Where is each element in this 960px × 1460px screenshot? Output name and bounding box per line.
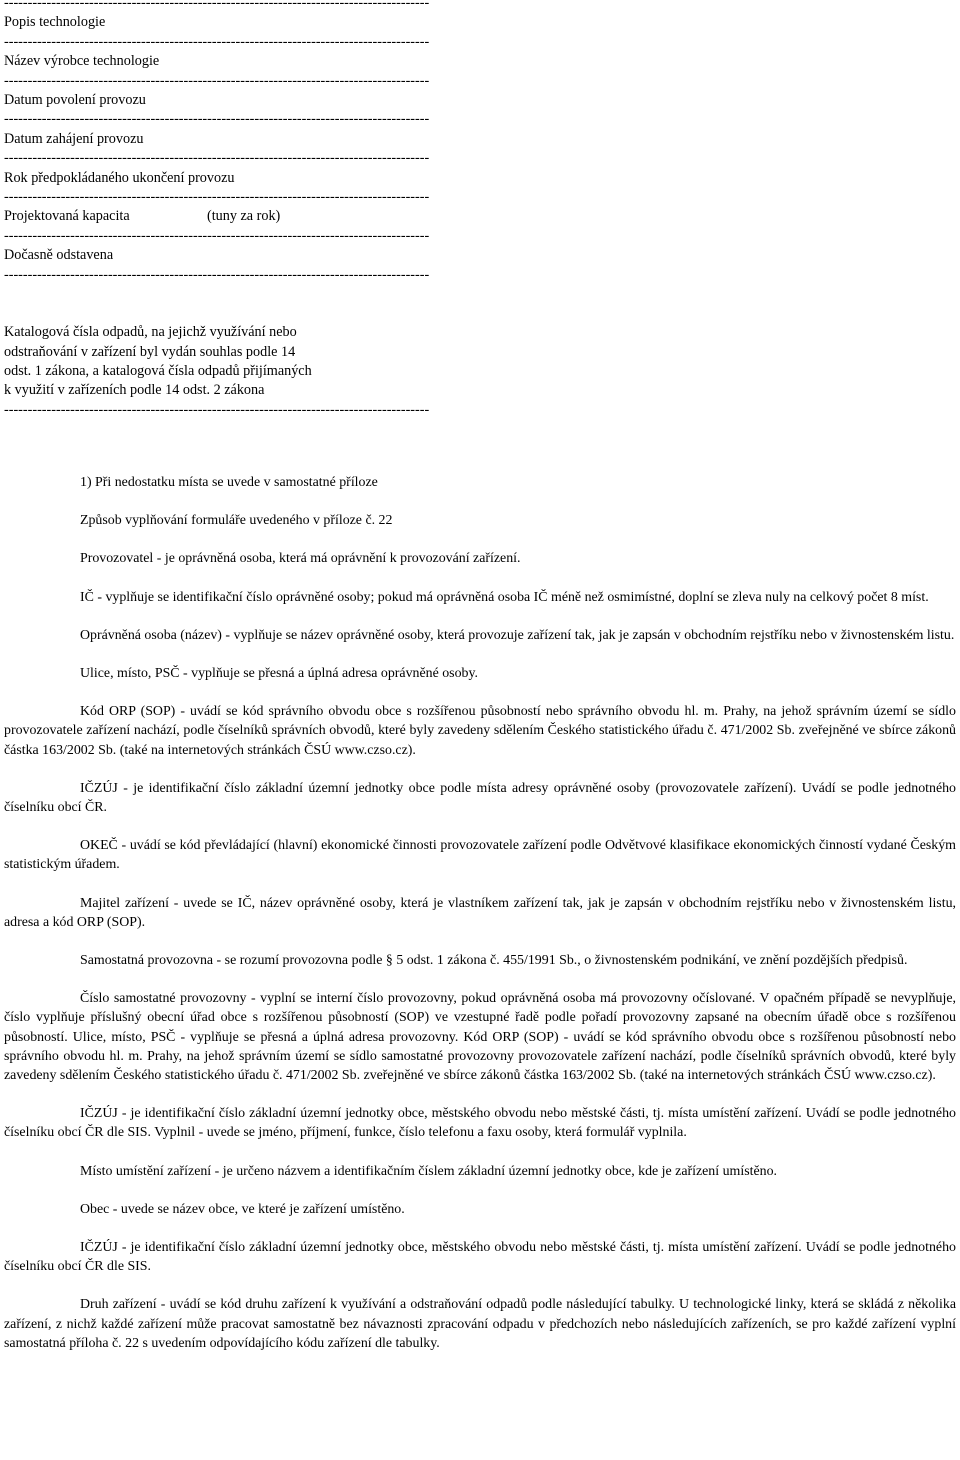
note-municipality: Obec - uvede se název obce, ve které je zařízení umístěno. <box>80 1201 405 1217</box>
field-label-manufacturer-name: Název výrobce technologie <box>4 53 160 70</box>
separator-line: ------------------------------------------------------------------------------------------ <box>4 111 430 128</box>
field-label-operation-start-date: Datum zahájení provozu <box>4 130 144 147</box>
note-fill-method: Způsob vyplňování formuláře uvedeného v příloze č. 22 <box>80 513 393 529</box>
catalog-line: k využití v zařízeních podle 14 odst. 2 zákona <box>4 382 265 399</box>
separator-line: ------------------------------------------------------------------------------------------ <box>4 227 430 244</box>
separator-line: ------------------------------------------------------------------------------------------ <box>4 72 430 89</box>
note-iczuj-location: IČZÚJ - je identifikační číslo základní územní jednotky obce, městského obvodu nebo městské části, tj. místa umístění zařízení. Uvádí se podle jednotného číselníku obcí ČR dle SIS. Vyplnil - uvede se jméno, příjmení, funkce, číslo telefonu a faxu osoby, která formulář vyplnila. <box>4 1106 956 1141</box>
separator-line: ------------------------------------------------------------------------------------------ <box>4 0 430 11</box>
note-iczuj: IČZÚJ - je identifikační číslo základní územní jednotky obce podle místa adresy oprávněné osoby (provozovatele zařízení). Uvádí se podle jednotného číselníku obcí ČR. <box>4 780 956 816</box>
separator-line: ------------------------------------------------------------------------------------------ <box>4 189 430 206</box>
note-facility-type: Druh zařízení - uvádí se kód druhu zařízení k využívání a odstraňování odpadů podle následující tabulky. U technologické linky, která se skládá z několika zařízení, z nichž každé zařízení může pracovat samostatně bez návaznosti zpracování odpadu v předchozích nebo následujících zařízeních, se pro každé zařízení vyplní samostatná příloha č. 22 s uvedením odpovídajícího kódu zařízení dle tabulky. <box>4 1297 956 1351</box>
separator-line: ------------------------------------------------------------------------------------------ <box>4 401 430 418</box>
note-separate-establishment: Samostatná provozovna - se rozumí provozovna podle § 5 odst. 1 zákona č. 455/1991 Sb., o živnostenském podnikání, ve znění pozdějších předpisů. <box>80 953 908 969</box>
note-footnote: 1) Při nedostatku místa se uvede v samostatné příloze <box>80 475 378 490</box>
technology-form <box>4 0 509 420</box>
field-projected-capacity <box>4 207 509 226</box>
field-label-temporarily-suspended: Dočasně odstavena <box>4 247 114 264</box>
catalog-line: odstraňování v zařízení byl vydán souhlas podle 14 <box>4 343 296 360</box>
field-label-expected-end-year: Rok předpokládaného ukončení provozu <box>4 169 235 186</box>
note-operator: Provozovatel - je oprávněná osoba, která má oprávnění k provozování zařízení. <box>80 551 521 567</box>
separator-line: ------------------------------------------------------------------------------------------ <box>4 150 430 167</box>
field-label-operation-permit-date: Datum povolení provozu <box>4 92 146 109</box>
note-iczuj-sis: IČZÚJ - je identifikační číslo základní územní jednotky obce, městského obvodu nebo městské části, tj. místa umístění zařízení. Uvádí se podle jednotného číselníku obcí ČR dle SIS. <box>4 1240 956 1275</box>
note-establishment-number: Číslo samostatné provozovny - vyplní se interní číslo provozovny, pokud oprávněná osoba má provozovny očíslované. V opačném případě se nevyplňuje, číslo vyplňuje příslušný obecní úřad obce s rozšířenou působností (SOP) ve vzestupné řadě podle pořadí provozovny zapsané na obecním úřadě obce s rozšířenou působností. Ulice, místo, PSČ - vyplňuje se přesná a úplná adresa provozovny. Kód ORP (SOP) - uvádí se kód správního obvodu obce s rozšířenou působností nebo správního obvodu hl. m. Prahy, na jehož správním území se sídlo samostatné provozovny provozovatele zařízení nachází, podle číselníků správních obvodů, které byly zavedeny sdělením Českého statistického úřadu č. 471/2002 Sb. zveřejněné ve sbírce zákonů částka 163/2002 Sb. (také na internetových stránkách ČSÚ www.czso.cz). <box>4 991 956 1084</box>
note-owner: Majitel zařízení - uvede se IČ, název oprávněné osoby, která je vlastníkem zařízení tak, jak je zapsán v obchodním rejstříku nebo v živnostenském listu, adresa a kód ORP (SOP). <box>4 895 956 930</box>
catalog-line: Katalogová čísla odpadů, na jejichž využívání nebo <box>4 324 297 341</box>
note-address: Ulice, místo, PSČ - vyplňuje se přesná a úplná adresa oprávněné osoby. <box>80 666 478 682</box>
field-label-projected-capacity: Projektovaná kapacita <box>4 208 130 225</box>
note-authorized-person: Oprávněná osoba (název) - vyplňuje se název oprávněné osoby, která provozuje zařízení tak, jak je zapsán v obchodním rejstříku nebo v živnostenském listu. <box>80 627 955 643</box>
spacer <box>4 285 509 323</box>
note-facility-location: Místo umístění zařízení - je určeno názvem a identifikačním číslem základní územní jednotky obce, kde je zařízení umístěno. <box>80 1163 777 1179</box>
field-waste-catalog-numbers <box>4 323 509 401</box>
note-orp-code: Kód ORP (SOP) - uvádí se kód správního obvodu obce s rozšířenou působností nebo správního obvodu hl. m. Prahy, na jehož správním území se sídlo provozovatele zařízení nachází, podle číselníků správních obvodů, které byly zavedeny sdělením Českého statistického úřadu č. 471/2002 Sb. zveřejněné ve sbírce zákonů částka 163/2002 Sb. (také na internetových stránkách ČSÚ www.czso.cz). <box>4 704 956 758</box>
instructions-section <box>4 473 956 1372</box>
separator-line: ------------------------------------------------------------------------------------------ <box>4 33 430 50</box>
catalog-line: odst. 1 zákona, a katalogová čísla odpadů přijímaných <box>4 362 312 379</box>
note-ic: IČ - vyplňuje se identifikační číslo oprávněné osoby; pokud má oprávněná osoba IČ méně než osmimístné, doplní se zleva nuly na celkový počet 8 míst. <box>80 589 929 605</box>
separator-line: ------------------------------------------------------------------------------------------ <box>4 266 430 283</box>
note-okec: OKEČ - uvádí se kód převládající (hlavní) ekonomické činnosti provozovatele zařízení podle Odvětvové klasifikace ekonomických činností vydané Českým statistickým úřadem. <box>4 838 956 873</box>
field-label-technology-description: Popis technologie <box>4 14 106 31</box>
capacity-unit: (tuny za rok) <box>207 208 281 225</box>
